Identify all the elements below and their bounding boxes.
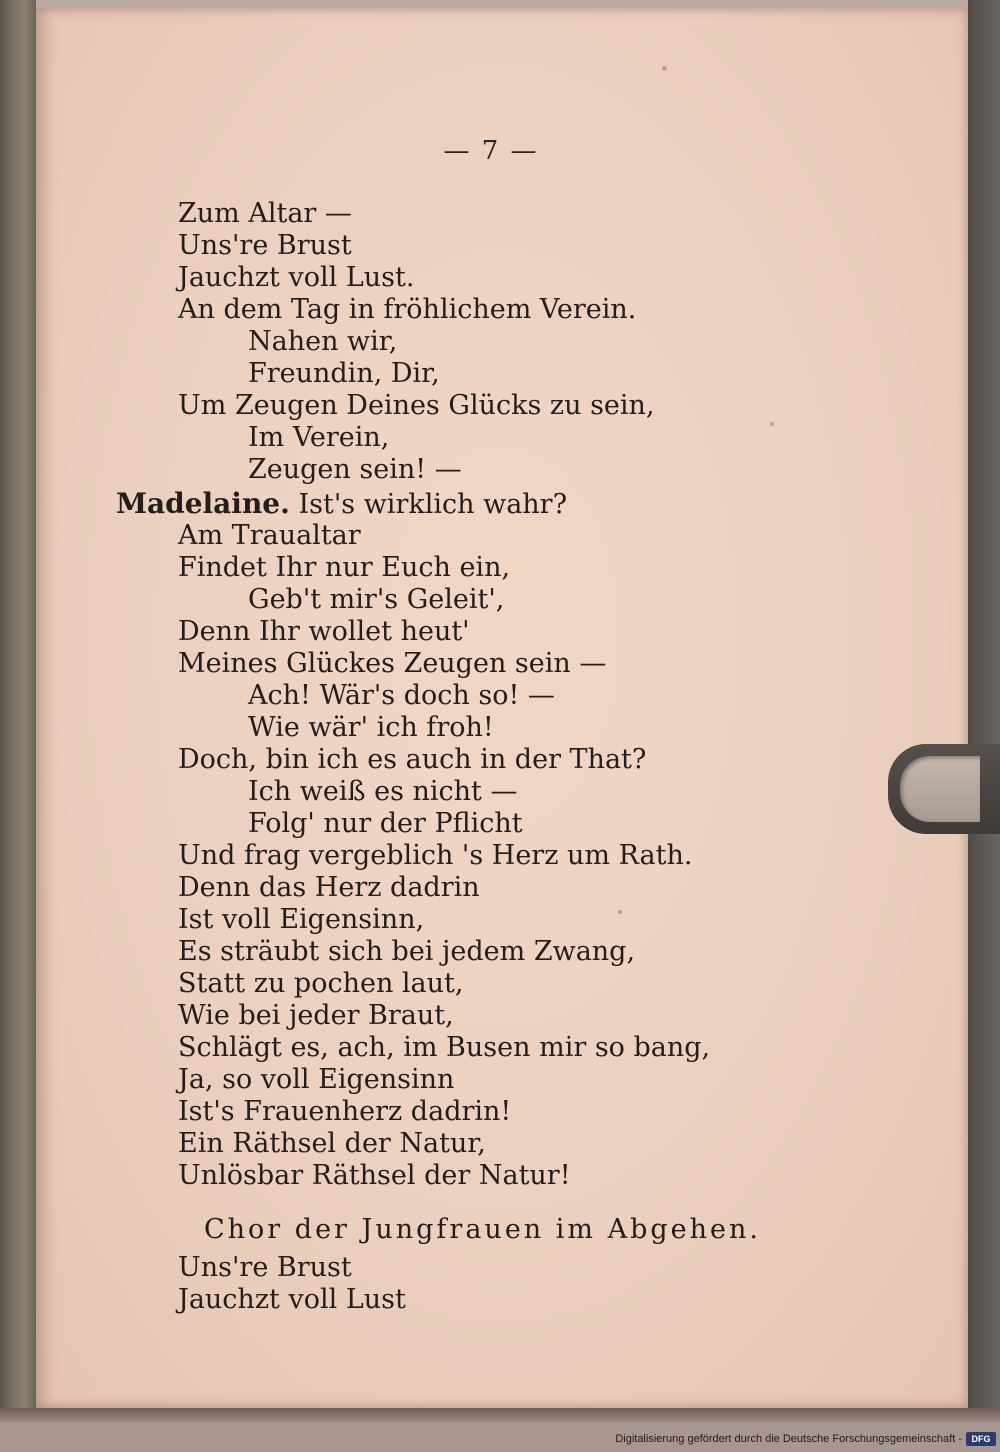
verse-line: Denn Ihr wollet heut' [178,616,470,647]
verse-line: Um Zeugen Deines Glücks zu sein, [178,390,655,421]
verse-line: Folg' nur der Pflicht [248,808,523,839]
verse-line: Freundin, Dir, [248,358,440,389]
verse-line: Zeugen sein! — [248,454,462,485]
verse-line: Ist's wirklich wahr? [298,489,568,520]
verse-line: Es sträubt sich bei jedem Zwang, [178,936,636,967]
book-spine-edge [0,0,36,1420]
verse-line: An dem Tag in fröhlichem Verein. [178,294,637,325]
paper-spot [618,910,622,914]
verse-line: Statt zu pochen laut, [178,968,464,999]
dfg-logo: DFG [966,1432,996,1446]
paper-spot [662,66,667,71]
verse-line: Ich weiß es nicht — [248,776,518,807]
verse-line: Jauchzt voll Lust [178,1284,406,1315]
verse-line: Am Traualtar [178,520,361,551]
verse-line: Ist's Frauenherz dadrin! [178,1096,512,1127]
verse-line: Uns're Brust [178,1252,352,1283]
book-page [36,8,968,1408]
verse-line: Ist voll Eigensinn, [178,904,425,935]
verse-line: Uns're Brust [178,230,352,261]
verse-line: Jauchzt voll Lust. [178,262,415,293]
funding-note: Digitalisierung gefördert durch die Deutsche Forschungsgemeinschaft - [615,1433,962,1445]
book-cover-edge [968,0,1000,1420]
verse-line: Schlägt es, ach, im Busen mir so bang, [178,1032,711,1063]
verse-line: Wie wär' ich froh! [248,712,494,743]
verse-line: Nahen wir, [248,326,398,357]
verse-line: Zum Altar — [178,198,352,229]
page-number: — 7 — [443,136,539,166]
verse-line: Denn das Herz dadrin [178,872,480,903]
speaker-name: Madelaine. [116,487,290,520]
verse-line: Doch, bin ich es auch in der That? [178,744,647,775]
verse-line: Ein Räthsel der Natur, [178,1128,486,1159]
speaker-line [116,488,567,520]
verse-line: Findet Ihr nur Euch ein, [178,552,511,583]
verse-line: Wie bei jeder Braut, [178,1000,454,1031]
verse-line: Unlösbar Räthsel der Natur! [178,1160,571,1191]
stage-direction: Chor der Jungfrauen im Abgehen. [204,1214,761,1245]
verse-line: Im Verein, [248,422,390,453]
paper-spot [770,422,774,426]
book-bottom-edge [0,1408,1000,1422]
page-clip-inner [900,756,980,822]
footer-bar [0,1422,1000,1452]
verse-line: Ja, so voll Eigensinn [178,1064,455,1095]
verse-line: Ach! Wär's doch so! — [248,680,555,711]
verse-line: Geb't mir's Geleit', [248,584,505,615]
verse-line: Meines Glückes Zeugen sein — [178,648,607,679]
verse-line: Und frag vergeblich 's Herz um Rath. [178,840,693,871]
